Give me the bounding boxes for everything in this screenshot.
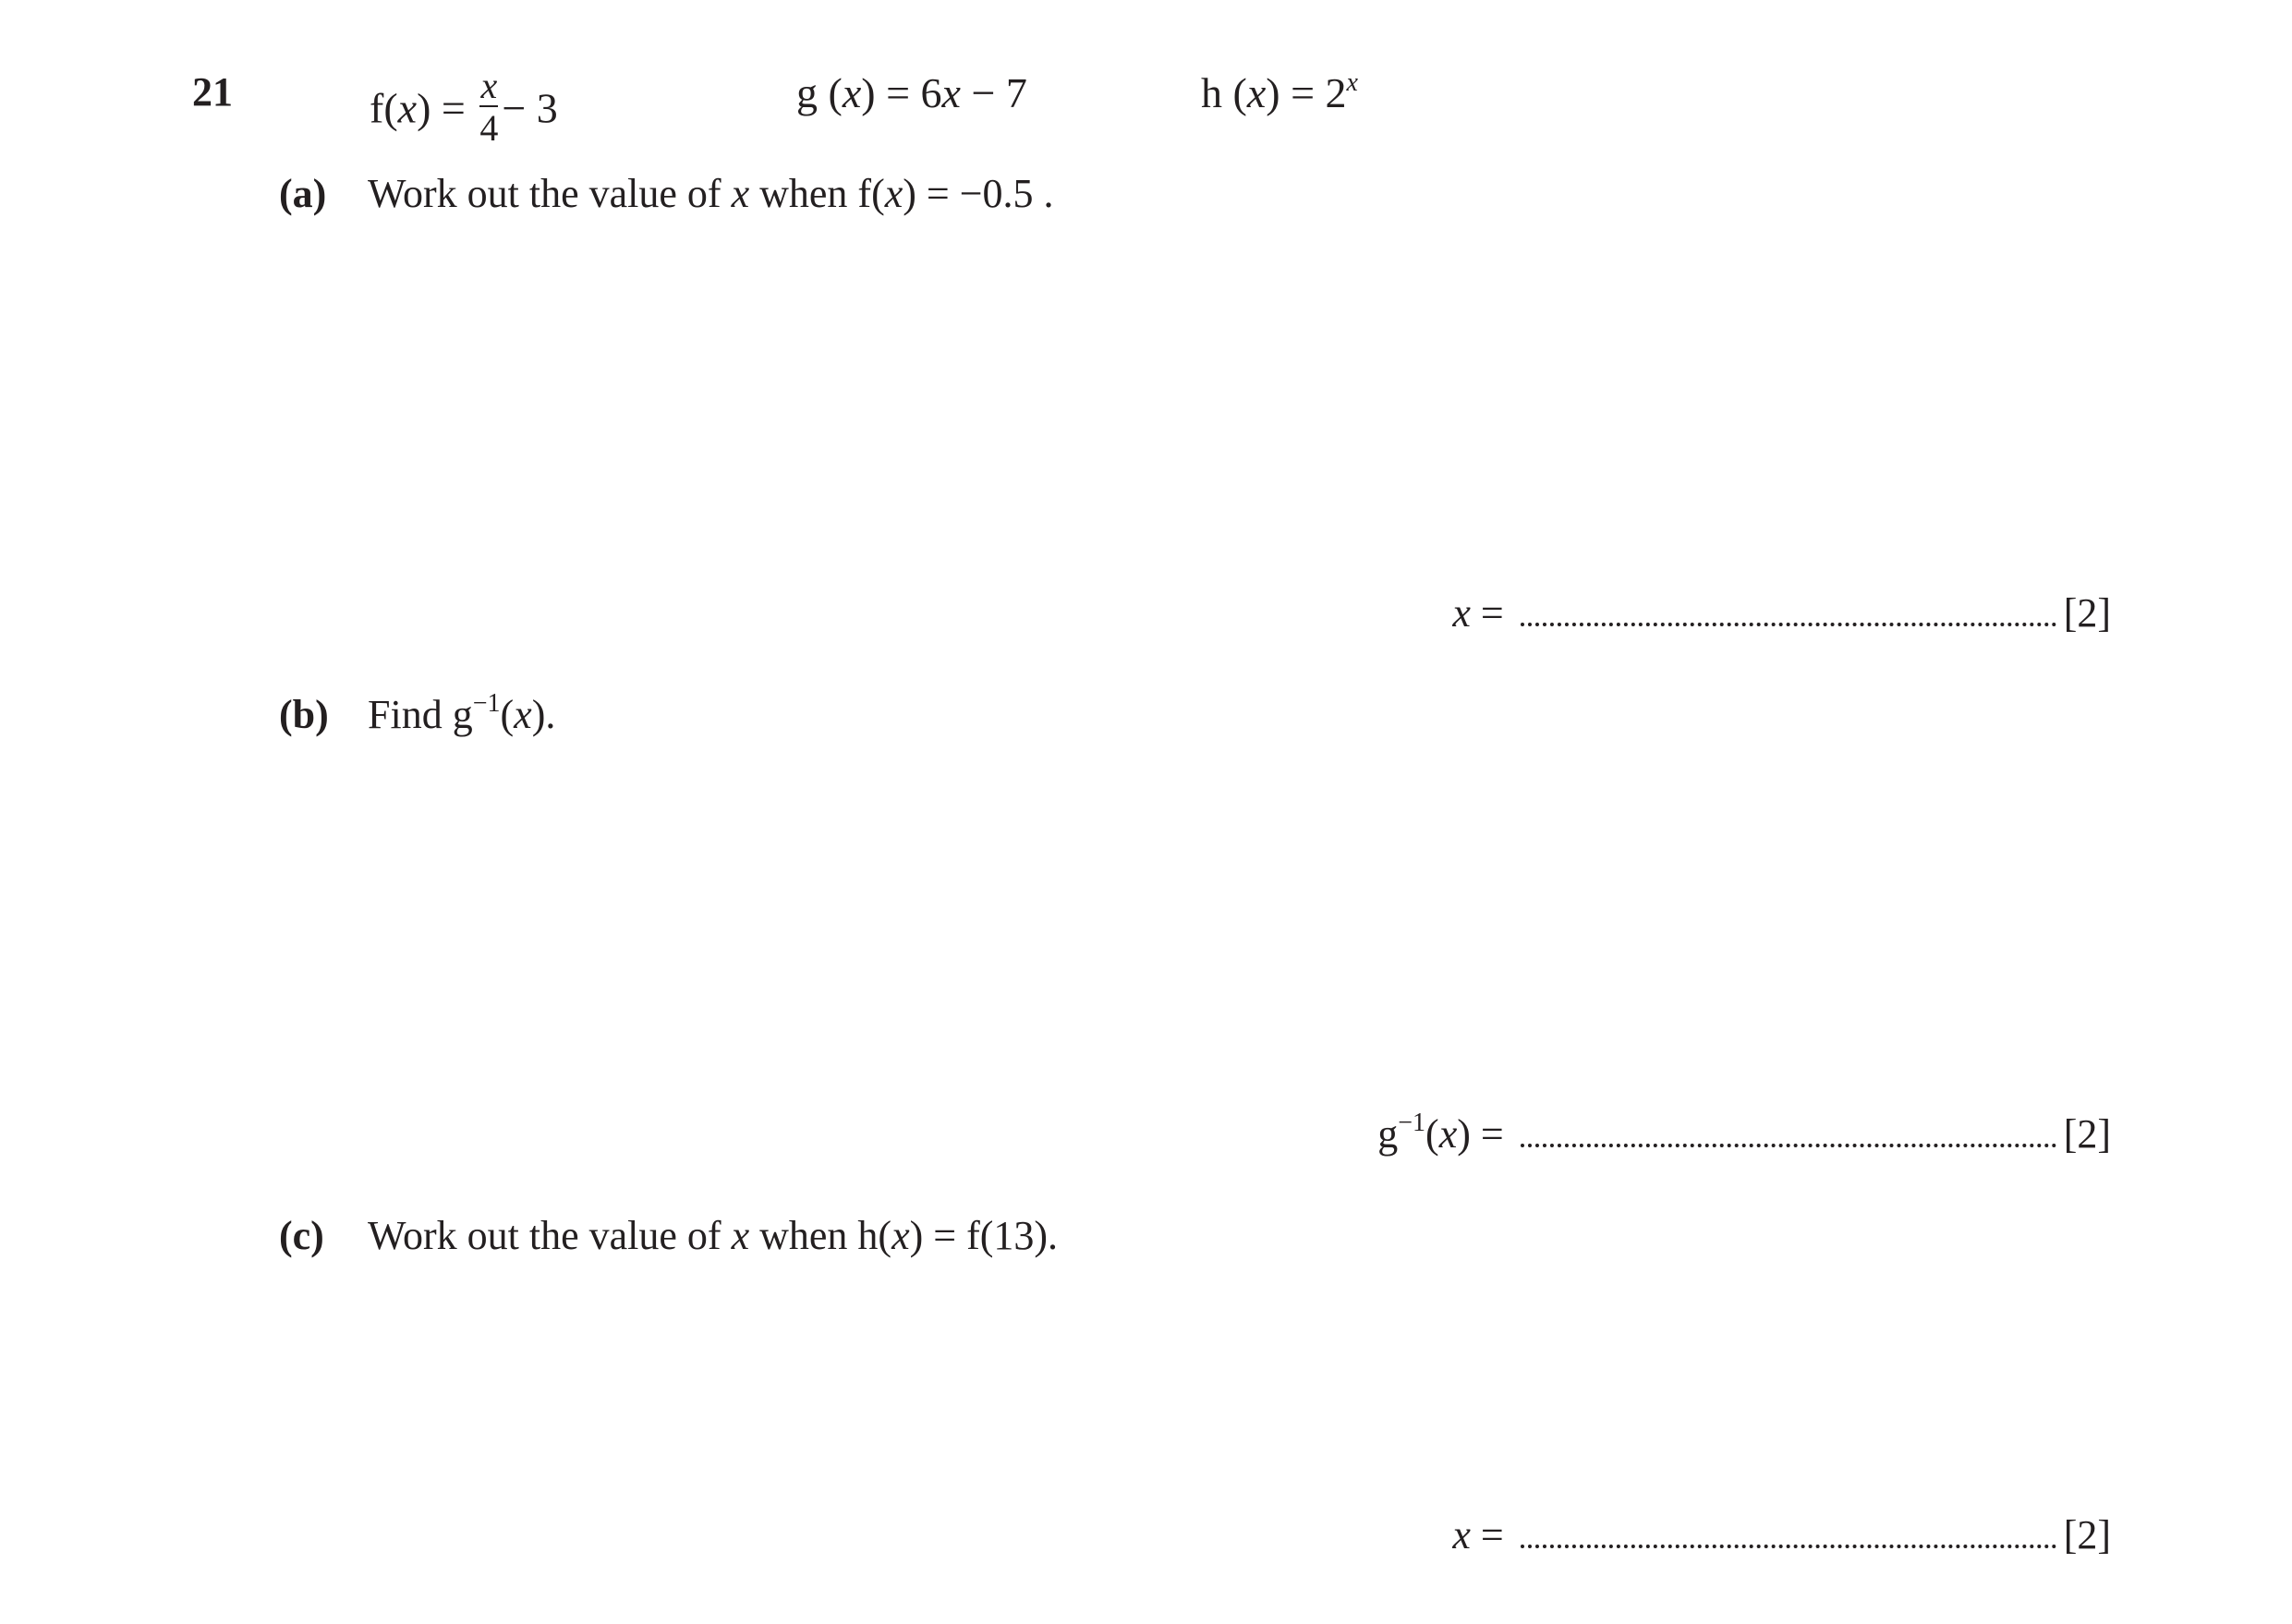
equals-sign: ) =	[1457, 1111, 1504, 1157]
variable: x	[884, 171, 903, 216]
part-c-text	[368, 1213, 1059, 1258]
fraction-numerator: x	[480, 65, 498, 106]
answer-b-field[interactable]	[1521, 1116, 2056, 1147]
part-c-label: (c)	[279, 1213, 324, 1258]
text-segment: when h(	[749, 1213, 892, 1258]
equals-sign: =	[1470, 1512, 1504, 1557]
part-a-label: (a)	[279, 171, 327, 216]
text-segment: (	[1425, 1111, 1439, 1157]
variable: x	[1438, 1111, 1458, 1157]
variable: x	[731, 171, 750, 216]
part-b-text	[368, 689, 556, 737]
g-mid: ) = 6	[861, 69, 942, 116]
g-tail: − 7	[960, 69, 1027, 116]
part-b-label: (b)	[279, 692, 329, 737]
g-lhs: g (	[796, 69, 843, 116]
text-segment: Work out the value of	[368, 1213, 732, 1258]
function-g-definition	[796, 69, 1027, 116]
text-segment: g	[1377, 1111, 1399, 1157]
g-var2: x	[941, 69, 961, 116]
marks-a: [2]	[2063, 590, 2111, 636]
fraction-denominator: 4	[479, 107, 499, 149]
text-segment: Work out the value of	[368, 171, 732, 216]
answer-a-field[interactable]	[1521, 595, 2056, 626]
f-equals: ) =	[417, 84, 466, 132]
f-var: x	[397, 84, 418, 132]
text-segment: Find g	[368, 692, 473, 737]
f-fraction	[479, 67, 498, 148]
marks-c: [2]	[2063, 1512, 2111, 1557]
answer-c-field[interactable]	[1521, 1517, 2056, 1548]
f-lhs: f(	[370, 84, 398, 132]
answer-a-lhs	[1452, 590, 1504, 636]
h-var: x	[1246, 69, 1267, 116]
answer-b-lhs	[1377, 1109, 1504, 1157]
answer-line-a	[1452, 590, 2111, 636]
marks-b: [2]	[2063, 1111, 2111, 1157]
inverse-exponent: −1	[472, 689, 501, 718]
text-segment: ) = −0.5 .	[903, 171, 1054, 216]
text-segment: ) = f(13).	[909, 1213, 1059, 1258]
f-tail: − 3	[502, 84, 558, 132]
inverse-exponent: −1	[1398, 1109, 1426, 1137]
h-lhs: h (	[1201, 69, 1247, 116]
variable: x	[731, 1213, 750, 1258]
text-segment: ).	[531, 692, 556, 737]
variable: x	[1452, 590, 1471, 636]
variable: x	[1452, 1512, 1471, 1557]
text-segment: when f(	[749, 171, 885, 216]
g-var: x	[842, 69, 862, 116]
variable: x	[514, 692, 532, 737]
answer-line-b	[1377, 1109, 2111, 1157]
equals-sign: =	[1470, 590, 1504, 636]
answer-c-lhs	[1452, 1512, 1504, 1557]
question-number: 21	[192, 69, 233, 115]
function-f-definition	[370, 65, 558, 153]
part-a-text	[368, 171, 1054, 216]
function-h-definition	[1201, 68, 1358, 116]
answer-line-c	[1452, 1512, 2111, 1557]
h-exponent: x	[1346, 68, 1358, 97]
text-segment: (	[500, 692, 515, 737]
variable: x	[891, 1213, 910, 1258]
h-mid: ) = 2	[1266, 69, 1347, 116]
